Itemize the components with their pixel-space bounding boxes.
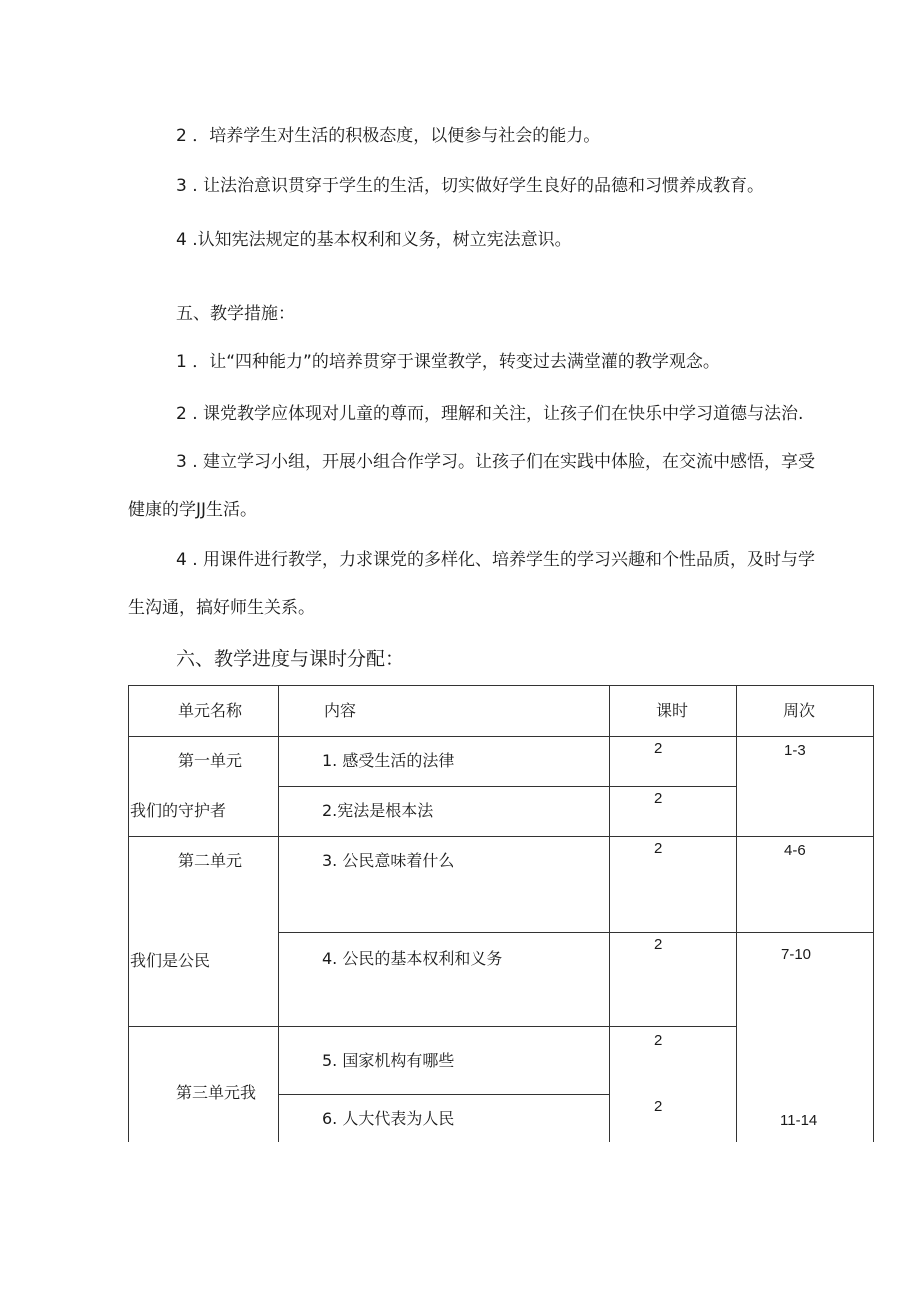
unit-label: 第三单元我 bbox=[176, 1083, 257, 1102]
table-row-divider bbox=[128, 836, 874, 837]
lesson-content: 5. 国家机构有哪些 bbox=[322, 1051, 455, 1070]
measure-1: 1 ．让“四种能力”的培养贯穿于课堂教学，转变过去满堂灌的教学观念。 bbox=[176, 352, 720, 372]
table-row-divider bbox=[128, 1026, 736, 1027]
table-column-divider bbox=[736, 685, 737, 1142]
header-content: 内容 bbox=[324, 701, 357, 720]
header-weeks: 周次 bbox=[783, 701, 816, 720]
objective-4: 4 .认知宪法规定的基本权利和义务，树立宪法意识。 bbox=[176, 230, 572, 250]
lesson-content: 6. 人大代表为人民 bbox=[322, 1109, 455, 1128]
table-border-left bbox=[128, 685, 129, 1142]
week-range: 11-14 bbox=[780, 1112, 818, 1129]
lesson-hours: 2 bbox=[654, 1098, 663, 1115]
unit-label: 第一单元 bbox=[178, 751, 243, 770]
week-range: 1-3 bbox=[784, 742, 806, 759]
unit-label: 我们的守护者 bbox=[130, 801, 227, 820]
lesson-hours: 2 bbox=[654, 840, 663, 857]
lesson-content: 4. 公民的基本权利和义务 bbox=[322, 949, 503, 968]
table-row-divider bbox=[278, 786, 736, 787]
measure-4: 4 . 用课件进行教学，力求课党的多样化、培养学生的学习兴趣和个性品质，及时与学 bbox=[176, 550, 816, 570]
section-5-heading: 五、教学措施： bbox=[176, 304, 295, 324]
measure-3-cont: 健康的学JJ生活。 bbox=[128, 500, 258, 520]
objective-2: 2 ．培养学生对生活的积极态度，以便参与社会的能力。 bbox=[176, 126, 601, 146]
table-row-divider bbox=[278, 1094, 609, 1095]
unit-label: 第二单元 bbox=[178, 851, 243, 870]
header-unit-name: 单元名称 bbox=[178, 701, 243, 720]
table-border-top bbox=[128, 685, 874, 686]
objective-3: 3 . 让法治意识贯穿于学生的生活，切实做好学生良好的品德和习惯养成教育。 bbox=[176, 176, 765, 196]
table-border-right bbox=[873, 685, 874, 1142]
header-hours: 课时 bbox=[656, 701, 689, 720]
lesson-hours: 2 bbox=[654, 790, 663, 807]
lesson-hours: 2 bbox=[654, 1032, 663, 1049]
lesson-hours: 2 bbox=[654, 936, 663, 953]
section-6-heading: 六、教学进度与课时分配： bbox=[176, 648, 405, 670]
measure-4-cont: 生沟通，搞好师生关系。 bbox=[128, 598, 315, 618]
table-row-divider bbox=[278, 932, 874, 933]
table-header-divider bbox=[128, 736, 874, 737]
week-range: 7-10 bbox=[781, 946, 812, 963]
lesson-content: 1. 感受生活的法律 bbox=[322, 751, 455, 770]
measure-2: 2 . 课党教学应体现对儿童的尊而，理解和关注，让孩子们在快乐中学习道德与法治. bbox=[176, 404, 804, 424]
measure-3: 3 . 建立学习小组，开展小组合作学习。让孩子们在实践中体脸，在交流中感悟，享受 bbox=[176, 452, 816, 472]
lesson-content: 3. 公民意味着什么 bbox=[322, 851, 455, 870]
week-range: 4-6 bbox=[784, 842, 806, 859]
lesson-content: 2.宪法是根本法 bbox=[322, 801, 434, 820]
table-column-divider bbox=[278, 685, 279, 1142]
unit-label: 我们是公民 bbox=[130, 951, 211, 970]
table-column-divider bbox=[609, 685, 610, 1142]
lesson-hours: 2 bbox=[654, 740, 663, 757]
